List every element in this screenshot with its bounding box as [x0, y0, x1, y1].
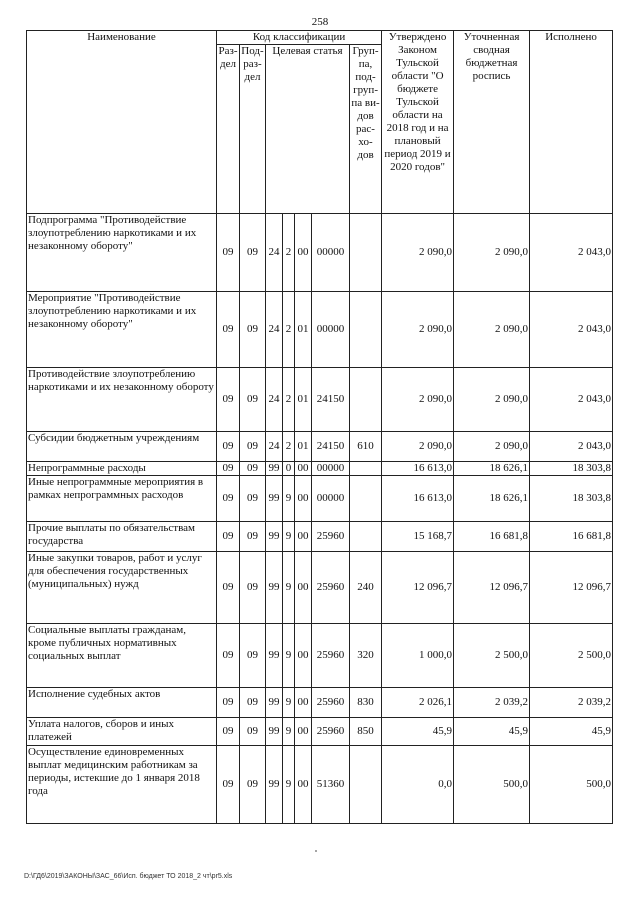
cell-t2: 9 — [283, 688, 295, 718]
cell-pr: 09 — [240, 432, 266, 462]
cell-name: Исполнение судебных актов — [27, 688, 217, 718]
cell-executed: 2 043,0 — [530, 368, 613, 432]
cell-refined: 2 090,0 — [454, 368, 530, 432]
cell-t4: 00000 — [312, 462, 350, 476]
cell-pr: 09 — [240, 746, 266, 824]
cell-t3: 00 — [295, 688, 312, 718]
cell-t4: 25960 — [312, 624, 350, 688]
scan-speck — [315, 850, 317, 852]
header-razdel: Раз-дел — [217, 45, 240, 214]
cell-executed: 45,9 — [530, 718, 613, 746]
cell-approved: 2 090,0 — [382, 214, 454, 292]
cell-executed: 18 303,8 — [530, 476, 613, 522]
cell-t4: 00000 — [312, 292, 350, 368]
cell-rz: 09 — [217, 432, 240, 462]
cell-t1: 99 — [266, 522, 283, 552]
table-row — [27, 718, 613, 746]
cell-rz: 09 — [217, 292, 240, 368]
table-row — [27, 476, 613, 522]
cell-refined: 500,0 — [454, 746, 530, 824]
cell-t2: 9 — [283, 476, 295, 522]
cell-vr: 850 — [350, 718, 382, 746]
cell-t2: 2 — [283, 368, 295, 432]
cell-t4: 25960 — [312, 688, 350, 718]
cell-vr — [350, 292, 382, 368]
cell-t2: 9 — [283, 746, 295, 824]
cell-t4: 24150 — [312, 432, 350, 462]
cell-vr: 240 — [350, 552, 382, 624]
cell-t4: 00000 — [312, 214, 350, 292]
cell-name: Уплата налогов, сборов и иных платежей — [27, 718, 217, 746]
cell-executed: 12 096,7 — [530, 552, 613, 624]
cell-approved: 12 096,7 — [382, 552, 454, 624]
cell-vr — [350, 214, 382, 292]
header-code-group: Код классификации — [217, 31, 382, 45]
cell-rz: 09 — [217, 368, 240, 432]
cell-executed: 2 043,0 — [530, 292, 613, 368]
cell-name: Иные непрограммные мероприятия в рамках непрограммных расходов — [27, 476, 217, 522]
table-row — [27, 688, 613, 718]
header-podrazdel: Под-раз-дел — [240, 45, 266, 214]
cell-rz: 09 — [217, 476, 240, 522]
cell-approved: 15 168,7 — [382, 522, 454, 552]
cell-t1: 99 — [266, 688, 283, 718]
cell-t4: 25960 — [312, 718, 350, 746]
cell-vr: 830 — [350, 688, 382, 718]
cell-t3: 00 — [295, 214, 312, 292]
cell-name: Подпрограмма "Противодействие злоупотреблению наркотиками и их незаконному обороту" — [27, 214, 217, 292]
page-number: 258 — [311, 16, 329, 28]
cell-t3: 01 — [295, 368, 312, 432]
cell-rz: 09 — [217, 688, 240, 718]
cell-t3: 00 — [295, 746, 312, 824]
cell-t3: 00 — [295, 624, 312, 688]
cell-vr — [350, 368, 382, 432]
cell-pr: 09 — [240, 368, 266, 432]
table-row — [27, 432, 613, 462]
cell-refined: 2 090,0 — [454, 432, 530, 462]
cell-approved: 2 090,0 — [382, 292, 454, 368]
cell-executed: 2 500,0 — [530, 624, 613, 688]
table-row — [27, 368, 613, 432]
cell-refined: 18 626,1 — [454, 462, 530, 476]
cell-pr: 09 — [240, 462, 266, 476]
cell-executed: 2 043,0 — [530, 214, 613, 292]
cell-name: Субсидии бюджетным учреждениям — [27, 432, 217, 462]
cell-t3: 00 — [295, 522, 312, 552]
table-row — [27, 522, 613, 552]
table-row — [27, 552, 613, 624]
header-name: Наименование — [27, 31, 217, 214]
cell-name: Мероприятие "Противодействие злоупотреблению наркотиками и их незаконному обороту" — [27, 292, 217, 368]
cell-name: Иные закупки товаров, работ и услуг для обеспечения государственных (муниципальных) нужд — [27, 552, 217, 624]
cell-pr: 09 — [240, 624, 266, 688]
cell-vr — [350, 746, 382, 824]
cell-t3: 01 — [295, 292, 312, 368]
cell-t1: 99 — [266, 624, 283, 688]
cell-executed: 2 039,2 — [530, 688, 613, 718]
cell-pr: 09 — [240, 476, 266, 522]
cell-name: Осуществление единовременных выплат медицинским работникам за периоды, истекшие до 1 января 2018 года — [27, 746, 217, 824]
cell-t4: 00000 — [312, 476, 350, 522]
header-target: Целевая статья — [266, 45, 350, 214]
cell-t1: 99 — [266, 462, 283, 476]
cell-t1: 24 — [266, 368, 283, 432]
cell-rz: 09 — [217, 552, 240, 624]
cell-t4: 25960 — [312, 552, 350, 624]
cell-t3: 00 — [295, 718, 312, 746]
cell-t4: 51360 — [312, 746, 350, 824]
cell-t2: 9 — [283, 624, 295, 688]
cell-t2: 9 — [283, 718, 295, 746]
cell-refined: 2 500,0 — [454, 624, 530, 688]
cell-executed: 16 681,8 — [530, 522, 613, 552]
cell-name: Противодействие злоупотреблению наркотиками и их незаконному обороту — [27, 368, 217, 432]
cell-t3: 00 — [295, 552, 312, 624]
cell-refined: 2 039,2 — [454, 688, 530, 718]
cell-t1: 24 — [266, 292, 283, 368]
cell-pr: 09 — [240, 292, 266, 368]
cell-vr — [350, 462, 382, 476]
header-refined: Уточненная сводная бюджетная роспись — [454, 31, 530, 214]
budget-table — [26, 30, 613, 824]
cell-t2: 9 — [283, 552, 295, 624]
cell-approved: 2 090,0 — [382, 368, 454, 432]
file-path-footer: D:\ГД6\2019\ЗАКОНЫ\ЗАС_66\Исп. бюджет ТО 2018_2 чт\pr5.xls — [24, 873, 233, 880]
table-row — [27, 292, 613, 368]
cell-refined: 18 626,1 — [454, 476, 530, 522]
cell-refined: 16 681,8 — [454, 522, 530, 552]
cell-t2: 2 — [283, 292, 295, 368]
cell-pr: 09 — [240, 552, 266, 624]
cell-executed: 2 043,0 — [530, 432, 613, 462]
cell-approved: 16 613,0 — [382, 462, 454, 476]
cell-t1: 24 — [266, 214, 283, 292]
cell-refined: 12 096,7 — [454, 552, 530, 624]
cell-approved: 2 090,0 — [382, 432, 454, 462]
cell-refined: 45,9 — [454, 718, 530, 746]
cell-t2: 0 — [283, 462, 295, 476]
cell-vr: 610 — [350, 432, 382, 462]
cell-rz: 09 — [217, 522, 240, 552]
cell-t2: 2 — [283, 432, 295, 462]
table-row — [27, 462, 613, 476]
header-group: Груп-па, под-груп-па ви-дов рас-хо-дов — [350, 45, 382, 214]
cell-rz: 09 — [217, 746, 240, 824]
cell-name: Непрограммные расходы — [27, 462, 217, 476]
cell-rz: 09 — [217, 624, 240, 688]
cell-approved: 1 000,0 — [382, 624, 454, 688]
header-executed: Исполнено — [530, 31, 613, 214]
cell-pr: 09 — [240, 522, 266, 552]
cell-pr: 09 — [240, 718, 266, 746]
cell-t4: 25960 — [312, 522, 350, 552]
cell-executed: 500,0 — [530, 746, 613, 824]
table-row — [27, 624, 613, 688]
cell-name: Прочие выплаты по обязательствам государства — [27, 522, 217, 552]
header-approved: Утверждено Законом Тульской области "О бюджете Тульской области на 2018 год и на плановый период 2019 и 2020 годов" — [382, 31, 454, 214]
cell-pr: 09 — [240, 214, 266, 292]
cell-t3: 00 — [295, 476, 312, 522]
cell-pr: 09 — [240, 688, 266, 718]
table-row — [27, 214, 613, 292]
cell-rz: 09 — [217, 718, 240, 746]
table-row — [27, 746, 613, 824]
cell-vr: 320 — [350, 624, 382, 688]
cell-t2: 2 — [283, 214, 295, 292]
cell-name: Социальные выплаты гражданам, кроме публичных нормативных социальных выплат — [27, 624, 217, 688]
cell-t3: 00 — [295, 462, 312, 476]
cell-t1: 99 — [266, 718, 283, 746]
cell-t2: 9 — [283, 522, 295, 552]
cell-approved: 45,9 — [382, 718, 454, 746]
cell-t1: 99 — [266, 552, 283, 624]
cell-t1: 99 — [266, 746, 283, 824]
cell-rz: 09 — [217, 214, 240, 292]
cell-t1: 24 — [266, 432, 283, 462]
cell-rz: 09 — [217, 462, 240, 476]
cell-vr — [350, 476, 382, 522]
cell-refined: 2 090,0 — [454, 292, 530, 368]
cell-t3: 01 — [295, 432, 312, 462]
cell-approved: 0,0 — [382, 746, 454, 824]
cell-t1: 99 — [266, 476, 283, 522]
cell-vr — [350, 522, 382, 552]
cell-approved: 2 026,1 — [382, 688, 454, 718]
cell-refined: 2 090,0 — [454, 214, 530, 292]
cell-approved: 16 613,0 — [382, 476, 454, 522]
cell-t4: 24150 — [312, 368, 350, 432]
cell-executed: 18 303,8 — [530, 462, 613, 476]
